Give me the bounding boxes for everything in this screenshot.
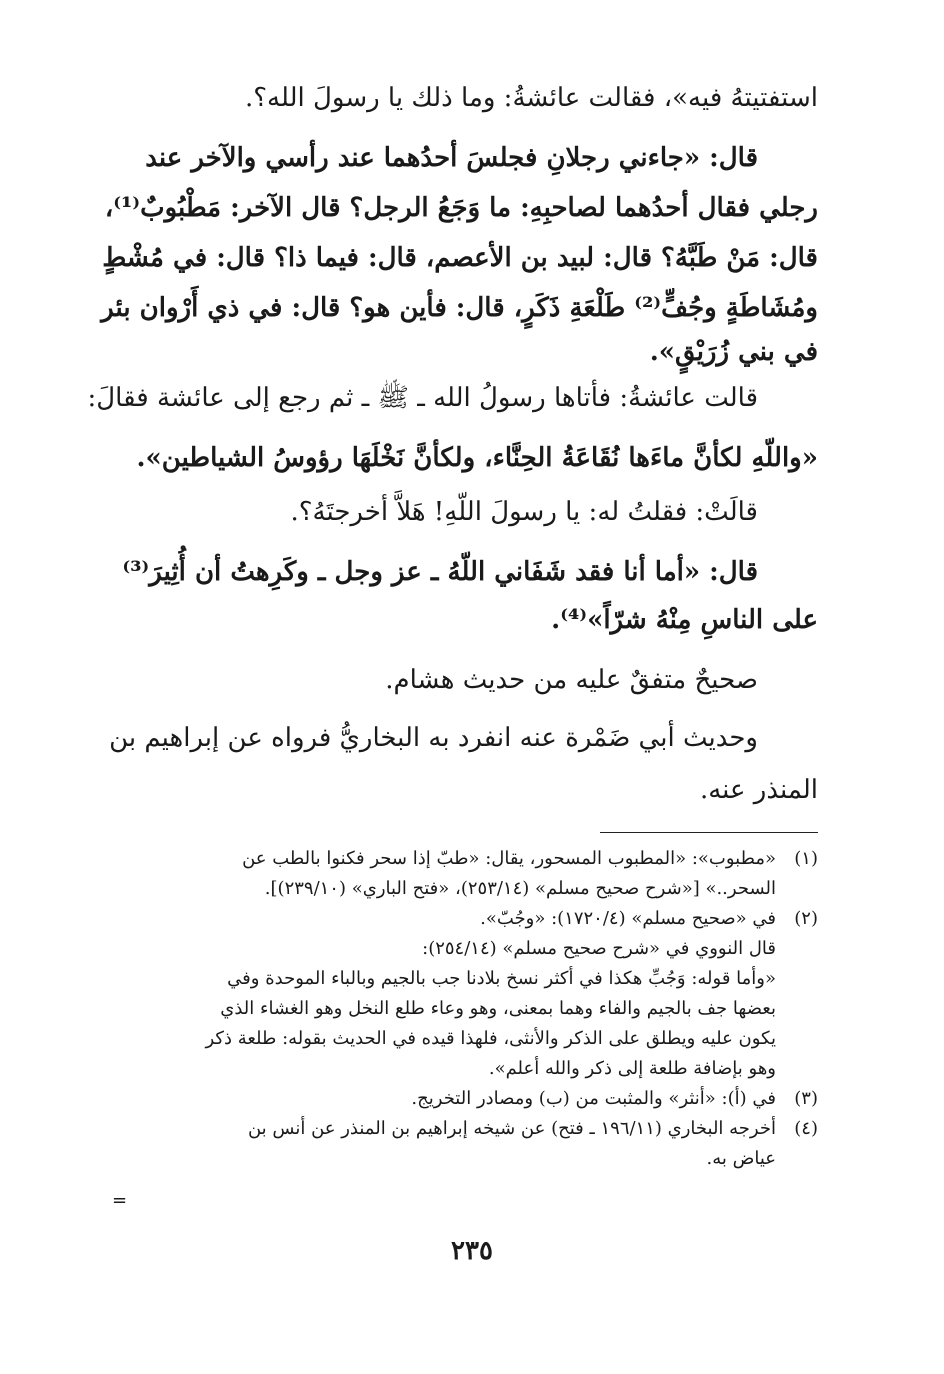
continuation-mark: = [112,1190,128,1211]
body-line: رجلي فقال أحدُهما لصاحبِهِ: ما وَجَعُ الرجل؟ قال الآخر: مَطْبُوبٌ⁽¹⁾، [104,193,818,223]
footnote-line [118,1056,818,1082]
footnote-text: «مطبوب»: «المطبوب المسحور، يقال: «طبّ إذا سحر فكنوا بالطب عن [242,848,776,869]
footnote-number: (٣) [794,1088,818,1109]
footnote-line [118,906,818,932]
footnote-number: (٢) [794,908,818,929]
body-line: صحيحٌ متفقٌ عليه من حديث هشام. [385,665,758,695]
body-line: قال: «أما أنا فقد شَفَاني اللّهُ ـ عز وجل ـ وكَرِهتُ أن أُثِيرَ⁽³⁾ [122,557,758,587]
footnote-text: وهو بإضافة طلعة إلى ذكر والله أعلم». [488,1058,776,1079]
footnote-line [118,1086,818,1112]
footnote-line [118,1116,818,1142]
footnote-text: السحر..» [«شرح صحيح مسلم» (٢٥٣/١٤)، «فتح الباري» (٢٣٩/١٠)]. [264,878,776,899]
footnote-line [118,1146,818,1172]
body-line: قال: مَنْ طَبَّهُ؟ قال: لبيد بن الأعصم، قال: فيما ذا؟ قال: في مُشْطٍ [102,243,818,273]
body-line: قالَتْ: فقلتُ له: يا رسولَ اللّهِ! هَلاَّ أخرجتَهُ؟. [290,497,758,527]
body-line: المنذر عنه. [699,775,818,805]
footnote-number: (١) [794,848,818,869]
footnote-text: بعضها جف بالجيم والفاء وهما بمعنى، وهو وعاء طلع النخل وهو الغشاء الذي [220,998,776,1019]
footnote-text: يكون عليه ويطلق على الذكر والأنثى، فلهذا قيده في الحديث بقوله: طلعة ذكر [205,1028,776,1049]
body-line: قالت عائشةُ: فأتاها رسولُ الله ـ ﷺ ـ ثم رجع إلى عائشة فقالَ: [87,383,758,413]
footnote-separator [600,832,818,833]
footnote-line [118,996,818,1022]
footnote-number: (٤) [794,1118,818,1139]
footnote-text: أخرجه البخاري (١٩٦/١١ ـ فتح) عن شيخه إبراهيم بن المنذر عن أنس بن [247,1118,776,1139]
body-line: على الناسِ مِنْهُ شرّاً»⁽⁴⁾. [551,605,818,635]
footnote-line [118,936,818,962]
page-number: ٢٣٥ [451,1236,493,1266]
body-line: في بني زُرَيْقٍ». [649,337,818,367]
footnote-text: قال النووي في «شرح صحيح مسلم» (٢٥٤/١٤): [422,938,776,959]
footnote-line [118,876,818,902]
footnote-text: عياض به. [706,1148,776,1169]
footnote-text: في (أ): «أنثر» والمثبت من (ب) ومصادر التخريج. [411,1088,776,1109]
footnote-line [118,846,818,872]
body-line: قال: «جاءني رجلانِ فجلسَ أحدُهما عند رأسي والآخر عند [145,143,758,173]
body-line: استفتيتهُ فيه»، فقالت عائشةُ: وما ذلك يا رسولَ الله؟. [244,83,818,113]
footnote-line [118,1026,818,1052]
body-line: «واللّهِ لكأنَّ ماءَها نُقَاعَةُ الحِنَّاء، ولكأنَّ نَخْلَهَا رؤوسُ الشياطين». [136,443,818,473]
footnote-line [118,966,818,992]
body-line: ومُشَاطَةٍ وجُفٍّ⁽²⁾ طَلْعَةِ ذَكَرٍ، قال: فأين هو؟ قال: في ذي أَرْوان بئر [101,293,818,323]
footnote-text: «وأما قوله: وَجُبِّ هكذا في أكثر نسخ بلادنا جب بالجيم وبالباء الموحدة وفي [227,968,776,989]
footnote-text: في «صحيح مسلم» (١٧٢٠/٤): «وجُبّ». [480,908,776,929]
body-line: وحديث أبي ضَمْرة عنه انفرد به البخاريُّ فرواه عن إبراهيم بن [109,723,758,753]
